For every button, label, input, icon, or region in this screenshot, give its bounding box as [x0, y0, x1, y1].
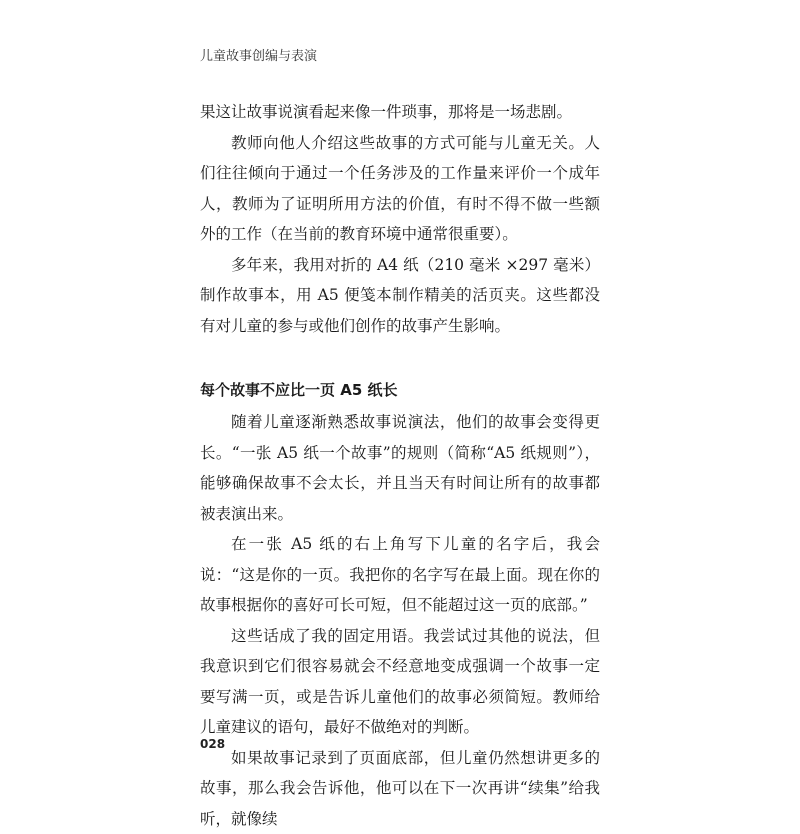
- paragraph: 这些话成了我的固定用语。我尝试过其他的说法，但我意识到它们很容易就会不经意地变成强调一个故事一定要写满一页，或是告诉儿童他们的故事必须简短。教师给儿童建议的语句，最好不做绝对的判断。: [200, 621, 600, 743]
- paragraph: 在一张 A5 纸的右上角写下儿童的名字后，我会说：“这是你的一页。我把你的名字写在最上面。现在你的故事根据你的喜好可长可短，但不能超过这一页的底部。”: [200, 529, 600, 621]
- paragraph: 教师向他人介绍这些故事的方式可能与儿童无关。人们往往倾向于通过一个任务涉及的工作量来评价一个成年人，教师为了证明所用方法的价值，有时不得不做一些额外的工作（在当前的教育环境中通常很重要）。: [200, 128, 600, 250]
- paragraph: 多年来，我用对折的 A4 纸（210 毫米 ×297 毫米）制作故事本，用 A5 便笺本制作精美的活页夹。这些都没有对儿童的参与或他们创作的故事产生影响。: [200, 250, 600, 342]
- paragraph-continued: 果这让故事说演看起来像一件琐事，那将是一场悲剧。: [200, 97, 600, 128]
- paragraph: 如果故事记录到了页面底部，但儿童仍然想讲更多的故事，那么我会告诉他，他可以在下一次再讲“续集”给我听，就像续: [200, 743, 600, 834]
- running-title: 儿童故事创编与表演: [200, 45, 317, 64]
- page-number: 028: [200, 737, 225, 751]
- paragraph: 随着儿童逐渐熟悉故事说演法，他们的故事会变得更长。“一张 A5 纸一个故事”的规则（简称“A5 纸规则”），能够确保故事不会太长，并且当天有时间让所有的故事都被表演出来。: [200, 407, 600, 529]
- section-heading: 每个故事不应比一页 A5 纸长: [200, 375, 600, 405]
- body-text: [200, 97, 600, 834]
